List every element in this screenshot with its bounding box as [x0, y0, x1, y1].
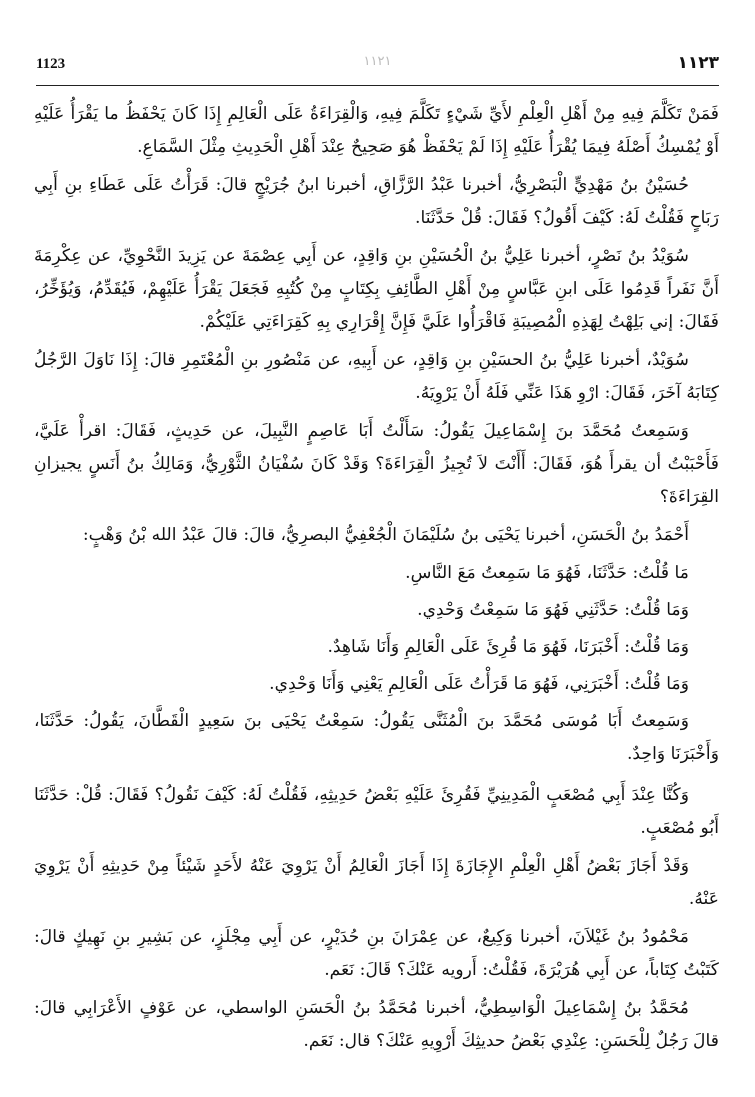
- paragraph-husayn-ibn-mahdi: حُسَيْنُ بنُ مَهْدِيٍّ الْبَصْرِيُّ، أخبرنا عَبْدُ الرَّزَّاقِ، أخبرنا ابنُ جُرَيْجٍ قالَ: قَرَأْتُ عَلَى عَطَاءِ بنِ أَبِي رَبَاحٍ فَقُلْتُ لَهُ: كَيْفَ أَقُولُ؟ فَقَالَ: قُلْ حَدَّثَنَا.: [34, 175, 719, 228]
- body-text: [34, 98, 719, 1063]
- paragraph-abu-musa: وَسَمِعتُ أَبَا مُوسَى مُحَمَّدَ بنَ الْمُثَنَّى يَقُولُ: سَمِعْتُ يَحْيَى بنَ سَعِيدٍ الْقَطَّانَ، يَقُولُ: حَدَّثَنَا، وَأَخْبَرَنَا وَاحِدٌ.: [34, 711, 719, 764]
- paragraph-mahmud-ibn-ghaylan: مَحْمُودُ بنُ غَيْلاَنَ، أخبرنا وَكِيعٌ، عن عِمْرَانَ بنِ حُدَيْرٍ، عن أَبِي مِجْلَزٍ، عن بَشِيرِ بنِ نَهِيكٍ قالَ: كَتَبْتُ كِتَاباً، عن أَبِي هُرَيْرَةَ، فَقُلْتُ: أَرويه عَنْكَ؟ قَالَ: نَعَم.: [34, 927, 719, 980]
- saying-haddathana: مَا قُلْتُ: حَدَّثَنَا، فَهُوَ مَا سَمِعتُ مَعَ النَّاسِ.: [405, 563, 689, 583]
- paragraph-ijaza: وَقَدْ أَجَازَ بَعْضُ أَهْلِ الْعِلْمِ الإِجَازَةَ إِذَا أَجَازَ الْعَالِمُ أَنْ يَرْوِيَ عَنْهُ لأَحَدٍ شَيْئاً مِنْ حَدِيثِهِ أَنْ يَرْوِيَ عَنْهُ.: [34, 856, 719, 909]
- paragraph-muhammad-al-wasiti: مُحَمَّدُ بنُ إِسْمَاعِيلَ الْوَاسِطِيُّ، أخبرنا مُحَمَّدُ بنُ الْحَسَنِ الواسطي، عن عَوْفٍ الأَعْرَابِي قالَ: قالَ رَجُلٌ لِلْحَسَنِ: عِنْدِي بَعْضُ حديثِكَ أَرْوِيهِ عَنْكَ؟ قال: نَعَم.: [34, 998, 719, 1051]
- header-rule: [36, 85, 719, 86]
- saying-akhbarana: وَمَا قُلْتُ: أَخْبَرَنَا، فَهُوَ مَا قُرِئَ عَلَى الْعَالِمِ وَأَنَا شَاهِدٌ.: [327, 637, 689, 657]
- paragraph-suwayd-ibn-nasr: سُوَيْدُ بنُ نَصْرٍ، أخبرنا عَلِيُّ بنُ الْحُسَيْنِ بنِ وَاقِدٍ، عن أَبِي عِصْمَةَ عن يَزِيدَ النَّحْوِيِّ، عن عِكْرِمَةَ أَنَّ نَفَراً قَدِمُوا عَلَى ابنِ عَبَّاسٍ مِنْ أَهْلِ الطَّائِفِ بِكِتَابٍ مِنْ كُتُبِهِ فَجَعَلَ يَقْرَأُ عَلَيْهِمْ، فَيُقَدِّمُ، وَيُؤَخِّرُ، فَقَالَ: إني بَلِهْتُ لِهَذِهِ الْمُصِيبَةِ فَاقْرَأُوا عَلَيَّ فَإِنَّ إِقْرَارِي بِهِ كَقِرَاءَتِي عَلَيْكُمْ.: [34, 246, 719, 332]
- paragraph-ahmad-ibn-al-hasan: أَحْمَدُ بنُ الْحَسَنِ، أخبرنا يَحْيَى بنُ سُلَيْمَانَ الْجُعْفِيُّ البصرِيُّ، قالَ: قالَ عَبْدُ الله بْنُ وَهْبٍ:: [82, 525, 689, 545]
- saying-haddathani: وَمَا قُلْتُ: حَدَّثَنِي فَهُوَ مَا سَمِعْتُ وَحْدِي.: [417, 600, 689, 620]
- page-header: [36, 53, 719, 80]
- paragraph-abu-asim: وَسَمِعتُ مُحَمَّدَ بنَ إِسْمَاعِيلَ يَقُولُ: سَأَلْتُ أَبَا عَاصِمٍ النَّبِيلَ، عن حَدِيثٍ، فَقَالَ: اقرأْ عَلَيَّ، فَأَحْبَبْتُ أن يقرأَ هُوَ، فَقَالَ: أَأَنْتَ لاَ تُجِيزُ الْقِرَاءَةَ؟ وَقَدْ كَانَ سُفْيَانُ الثَّوْرِيُّ، وَمَالِكُ بنُ أَنَسٍ يجيزانِ القِرَاءَةَ؟: [34, 421, 719, 507]
- paragraph-suwayd-munawala: سُوَيْدٌ، أخبرنا عَلِيُّ بنُ الحسَيْنِ بنِ وَاقِدٍ، عن أَبِيهِ، عن مَنْصُورِ بنِ الْمُعْتَمِرِ قالَ: إِذَا نَاوَلَ الرَّجُلُ كِتَابَهُ آخَرَ، فَقَالَ: ارْوِ هَذَا عَنِّي فَلَهُ أَنْ يَرْوِيَهُ.: [34, 350, 719, 403]
- page-number-arabic: ١١٢٣: [677, 53, 719, 73]
- paragraph-continuation: فَمَنْ تَكَلَّمَ فِيهِ مِنْ أَهْلِ الْعِلْمِ لأَيِّ شَيْءٍ تَكَلَّمَ فِيهِ، وَالْقِرَاءَةُ عَلَى الْعَالِمِ إِذَا كَانَ يَحْفَظُ ما يَقْرَأُ عَلَيْهِ أَوْ يُمْسِكُ أَصْلَهُ فِيمَا يُقْرَأُ عَلَيْهِ إِذَا لَمْ يَحْفَظْ هُوَ صَحِيحٌ عِنْدَ أَهْلِ الْحَدِيثِ مِثْلَ السَّمَاعِ.: [34, 104, 719, 157]
- paragraph-abu-musab: وَكُنَّا عِنْدَ أَبِي مُصْعَبٍ الْمَدِينِيِّ فَقُرِئَ عَلَيْهِ بَعْضُ حَدِيثِهِ، فَقُلْتُ لَهُ: كَيْفَ نَقُولُ؟ فَقَالَ: قُلْ: حَدَّثَنَا أَبُو مُصْعَبٍ.: [34, 785, 719, 838]
- page-number-latin: 1123: [36, 56, 66, 72]
- saying-akhbarani: وَمَا قُلْتُ: أَخْبَرَنِي، فَهُوَ مَا قَرَأْتُ عَلَى الْعَالِمِ يَعْنِي وَأَنَا وَحْدِي.: [269, 674, 689, 694]
- faint-header-mark: ١١٢١: [363, 54, 392, 69]
